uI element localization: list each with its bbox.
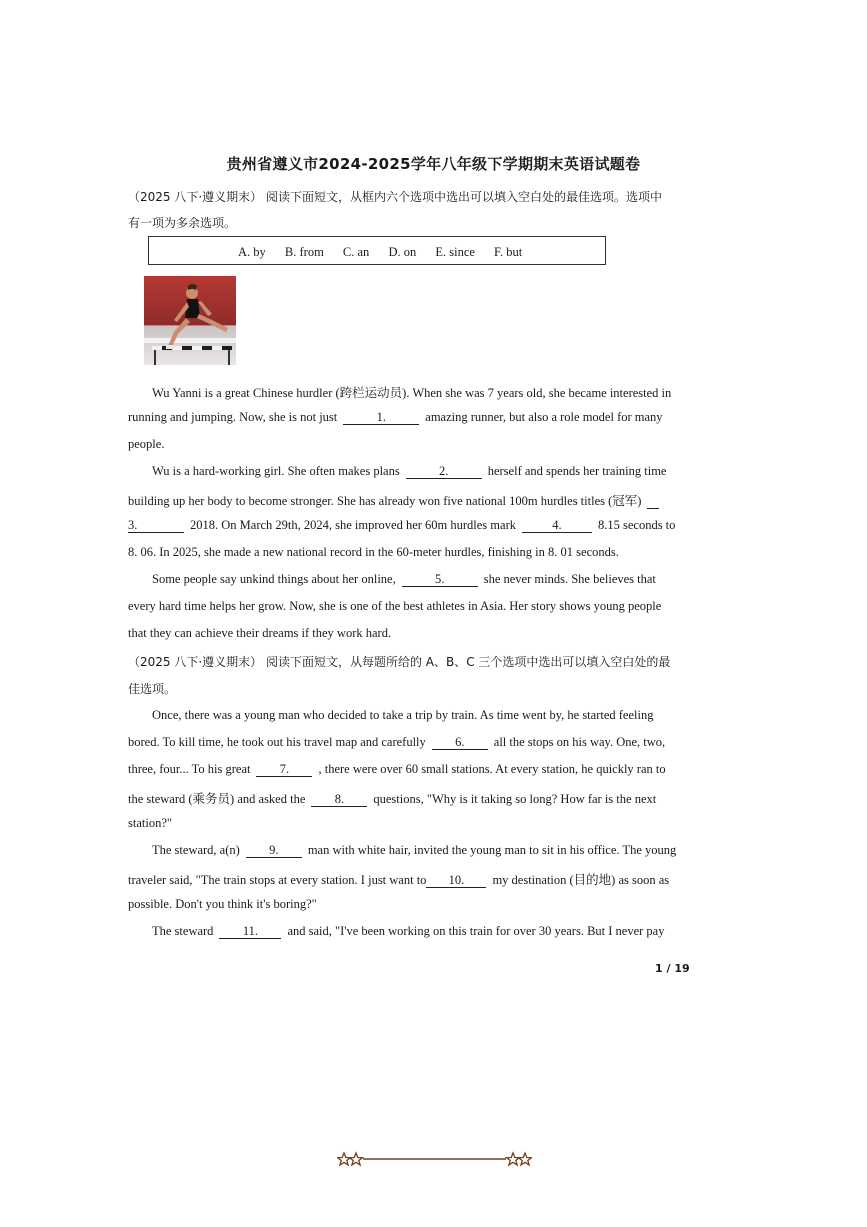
blank-4[interactable]: 4. xyxy=(522,518,592,533)
passage1-line: people. xyxy=(128,437,165,451)
passage1-line: Some people say unkind things about her online, 5. she never minds. She believes that xyxy=(152,572,656,586)
option-b: B. from xyxy=(284,245,324,259)
section1-instruction-line2: 有一项为多余选项。 xyxy=(128,216,237,230)
blank-7[interactable]: 7. xyxy=(256,762,312,777)
option-d: D. on xyxy=(388,245,417,259)
page-number: 1 / 19 xyxy=(655,962,690,975)
passage2-line: the steward (乘务员) and asked the 8. questions, "Why is it taking so long? How far is the next xyxy=(128,792,657,806)
option-f: F. but xyxy=(494,245,523,259)
option-e: E. since xyxy=(435,245,475,259)
passage1-line: Wu Yanni is a great Chinese hurdler (跨栏运动员). When she was 7 years old, she became interested in xyxy=(152,386,672,400)
option-c: C. an xyxy=(342,245,370,259)
passage2-line: possible. Don't you think it's boring?" xyxy=(128,897,317,911)
passage2-line: bored. To kill time, he took out his travel map and carefully 6. all the stops on his way. One, two, xyxy=(128,735,666,749)
blank-8[interactable]: 8. xyxy=(311,792,367,807)
passage1-line: running and jumping. Now, she is not just 1. amazing runner, but also a role model for many xyxy=(128,410,663,424)
blank-1[interactable]: 1. xyxy=(343,410,419,425)
passage1-line: building up her body to become stronger. She has already won five national 100m hurdles titles (冠军) xyxy=(128,491,698,509)
blank-9[interactable]: 9. xyxy=(246,843,302,858)
options-list xyxy=(238,245,538,260)
page-title: 贵州省遵义市2024-2025学年八年级下学期期末英语试题卷 xyxy=(226,155,641,173)
footer-ornament xyxy=(337,1150,532,1168)
blank-10[interactable]: 10. xyxy=(426,873,486,888)
hurdler-photo xyxy=(144,276,236,365)
section2-instruction-line2: 佳选项。 xyxy=(128,682,177,696)
blank-3[interactable]: 3. xyxy=(128,518,184,533)
passage2-line: three, four... To his great 7. , there were over 60 small stations. At every station, he quickly ran to xyxy=(128,762,666,776)
passage2-line: The steward, a(n) 9. man with white hair, invited the young man to sit in his office. The young xyxy=(152,843,677,857)
passage2-line: station?" xyxy=(128,816,172,830)
section1-instruction-line1: （2025 八下·遵义期末） 阅读下面短文，从框内六个选项中选出可以填入空白处的最佳选项。选项中 xyxy=(128,190,662,204)
blank-2[interactable]: 2. xyxy=(406,464,482,479)
passage1-line: Wu is a hard-working girl. She often makes plans 2. herself and spends her training time xyxy=(152,464,667,478)
passage2-line: traveler said, "The train stops at every station. I just want to 10. my destination (目的地) as soon as xyxy=(128,873,670,887)
blank-5[interactable]: 5. xyxy=(402,572,478,587)
blank-11[interactable]: 11. xyxy=(219,924,281,939)
passage1-line: every hard time helps her grow. Now, she is one of the best athletes in Asia. Her story shows young people xyxy=(128,599,662,613)
passage2-line: The steward 11. and said, "I've been working on this train for over 30 years. But I never pay xyxy=(152,924,665,938)
passage1-line: that they can achieve their dreams if they work hard. xyxy=(128,626,392,640)
passage1-line: 3. 2018. On March 29th, 2024, she improved her 60m hurdles mark 4. 8.15 seconds to xyxy=(128,518,676,532)
passage2-line: Once, there was a young man who decided to take a trip by train. As time went by, he started feeling xyxy=(152,708,654,722)
blank-6[interactable]: 6. xyxy=(432,735,488,750)
option-a: A. by xyxy=(238,245,266,259)
section2-instruction-line1: （2025 八下·遵义期末） 阅读下面短文，从每题所给的 A、B、C 三个选项中选出可以填入空白处的最 xyxy=(128,655,671,669)
passage1-line: 8. 06. In 2025, she made a new national record in the 60-meter hurdles, finishing in 8. 01 seconds. xyxy=(128,545,619,559)
